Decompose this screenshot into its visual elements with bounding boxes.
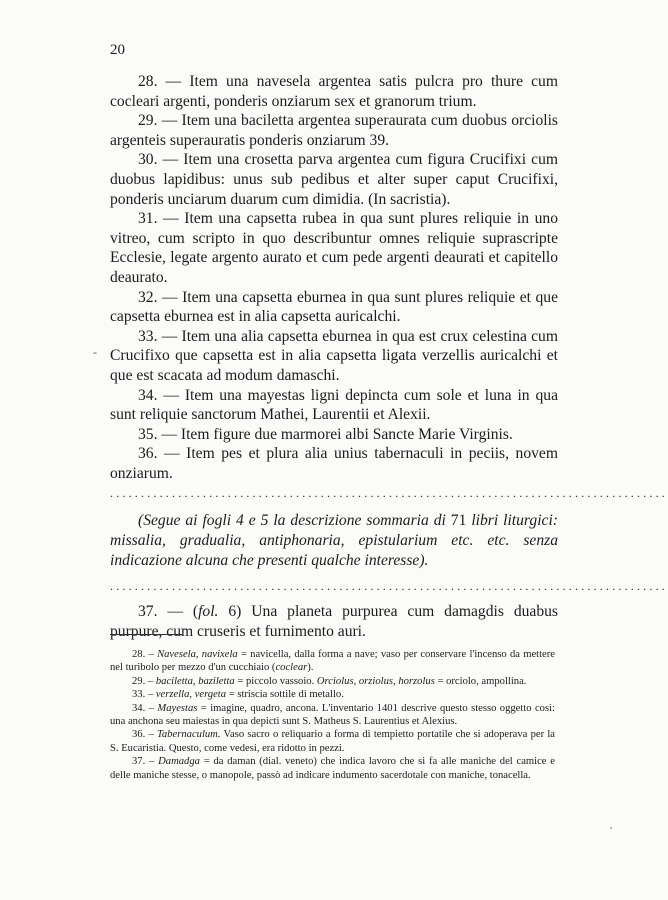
- omission-note-number: 71: [450, 512, 467, 530]
- footnote-text: ).: [307, 662, 314, 674]
- footnote-text: = imagine, quadro, ancona. L'inventario 1401 descrive questo stesso oggetto così: una anchona seu maiestas in qua depicti sunt S. Matheus S. Laurentius et Alexius.: [110, 702, 555, 728]
- footnote-28: [110, 648, 555, 675]
- footnote-text: Vaso sacro o reliquario a forma di tempietto portatile che si adoperava per la S. Eucaristia. Questo, come vedesi, era ridotto in pezzi.: [110, 729, 555, 754]
- footnote-term: Orciolus, orziolus, horzolus: [316, 675, 435, 687]
- footnote-rule: [110, 634, 182, 635]
- footnote-term: verzella, vergeta: [155, 689, 227, 701]
- entry-37-rest: 6) Una planeta purpurea cum damagdis duabus purpure, cum cruseris et furnimento auri.: [110, 603, 559, 640]
- footnote-number: 29. –: [132, 675, 156, 687]
- entry-28: 28. — Item una navesela argentea satis pulcra pro thure cum cocleari argenti, ponderis onziarum sex et granorum trium.: [110, 73, 558, 110]
- entry-33: 33. — Item una alia capsetta eburnea in qua est crux celestina cum Crucifixo que capsetta est in alia capsetta ligata verzellis auricalchi et que est scacata ad modum damaschi.: [110, 327, 558, 384]
- footnote-term: Damadga: [158, 756, 200, 768]
- omission-note-open: (Segue ai fogli 4 e 5 la descrizione sommaria di: [138, 512, 451, 530]
- footnote-term: Tabernaculum.: [157, 729, 221, 741]
- footnote-term: coclear: [275, 662, 308, 674]
- footnote-33: [110, 688, 555, 701]
- footnote-text: = piccolo vassoio.: [234, 675, 317, 687]
- footnote-number: 28. –: [132, 649, 158, 660]
- footnote-34: [110, 702, 555, 729]
- footnotes: [110, 648, 555, 782]
- paper-speck: [610, 827, 612, 829]
- entry-34: 34. — Item una mayestas ligni depincta cum sole et luna in qua sunt reliquie sanctorum Mathei, Laurentii et Alexii.: [110, 386, 558, 424]
- entry-30: 30. — Item una crosetta parva argentea cum figura Crucifixi cum duobus lapidibus: unus sub pedibus et alter super caput Crucifixi, ponderis unciarum duarum cum dimidia. (In sacristia).: [110, 151, 558, 208]
- dotted-separator-top: ..........................................................................................: [110, 486, 668, 501]
- entry-37: [110, 602, 558, 641]
- omission-note-close: libri liturgici: missalia, gradualia, antiphonaria, epistularium etc. etc. senza indicazione alcuna che presenti qualche interesse).: [110, 512, 558, 569]
- dotted-separator-bottom: ..........................................................................................: [110, 579, 668, 594]
- entry-29: 29. — Item una baciletta argentea superaurata cum duobus orciolis argenteis superauratis ponderis onziarum 39.: [110, 112, 558, 149]
- page-number: 20: [110, 42, 125, 58]
- footnote-text: = orciolo, ampollina.: [434, 675, 527, 687]
- footnote-text: = navicella, dalla forma a nave; vaso per conservare l'incenso da mettere nel turibolo per mezzo d'un cucchiaio (: [110, 649, 555, 674]
- footnote-text: = da daman (dial. veneto) che indica lavoro che si fa alle maniche del camice e delle maniche stesse, o manopole, passò ad indicare indumento sacerdotale con maniche, tonacella.: [110, 756, 555, 781]
- entry-36: 36. — Item pes et plura alia unius tabernaculi in peciis, novem onziarum.: [110, 445, 558, 482]
- entry-32: 32. — Item una capsetta eburnea in qua sunt plures reliquie et que capsetta eburnea est in alia capsetta auricalchi.: [110, 288, 558, 326]
- entry-31: 31. — Item una capsetta rubea in qua sunt plures reliquie in uno vitreo, cum scripto in quo describuntur omnes reliquie suprascripte Ecclesie, legate argento aurato et cum pede argenti deaurati et capitello deaurato.: [110, 210, 558, 286]
- footnote-number: 36. –: [132, 729, 158, 741]
- entry-35: 35. — Item figure due marmorei albi Sancte Marie Virginis.: [138, 425, 513, 443]
- margin-mark: -: [93, 345, 97, 359]
- footnote-36: [110, 728, 555, 755]
- footnote-text: = striscia sottile di metallo.: [226, 689, 344, 701]
- footnote-term: Mayestas: [157, 702, 198, 714]
- footnote-29: [110, 675, 555, 688]
- footnote-number: 33. –: [132, 689, 156, 701]
- footnote-number: 34. –: [132, 702, 158, 714]
- footnote-37: [110, 755, 555, 782]
- entry-37-fol: fol.: [198, 603, 219, 621]
- omission-note: [110, 511, 558, 570]
- footnote-term: baciletta, baziletta: [155, 675, 235, 687]
- entry-37-num: 37. — (: [138, 603, 199, 621]
- footnote-term: Navesela, navixela: [157, 649, 238, 660]
- main-text: [110, 72, 668, 641]
- footnote-number: 37. –: [132, 756, 159, 768]
